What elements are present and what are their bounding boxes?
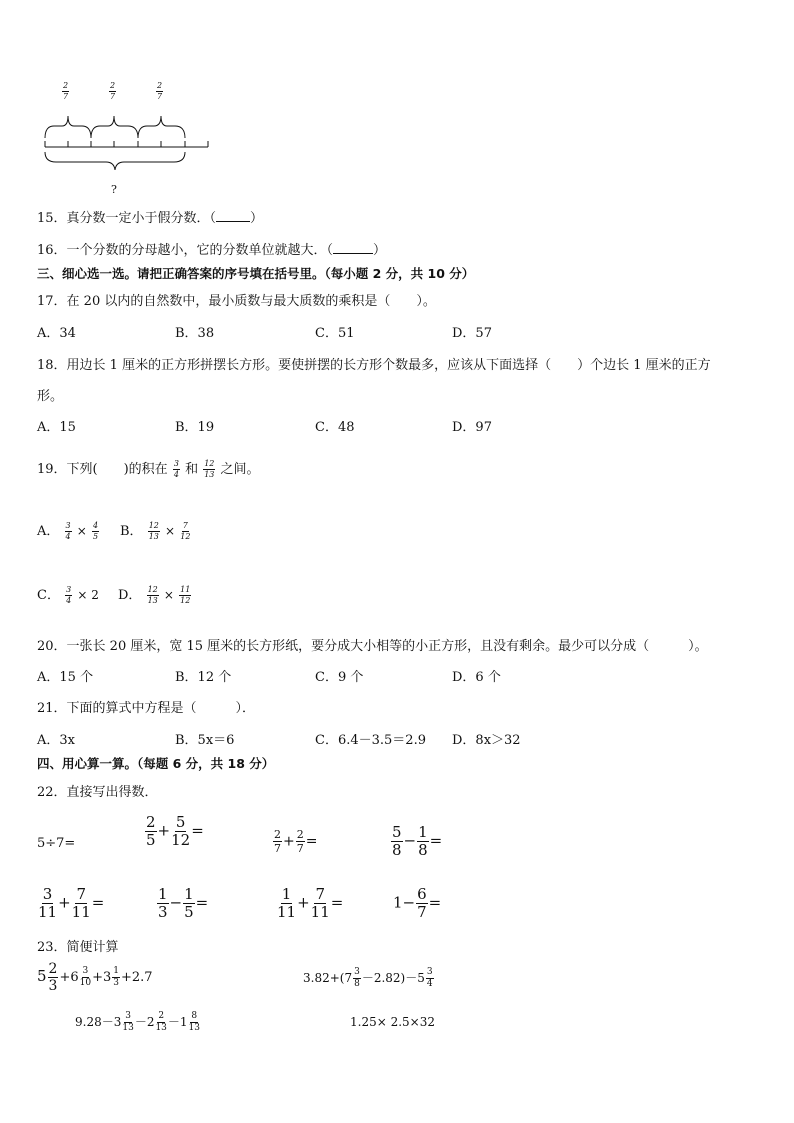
- option-20-a[interactable]: A．15 个: [37, 670, 94, 685]
- question-18-line2: 形。: [37, 389, 64, 404]
- question-18-line1: 18．用边长 1 厘米的正方形拼摆长方形。要使拼摆的长方形个数最多，应该从下面选择（ ）个边长 1 厘米的正方: [37, 358, 711, 373]
- calc-23-1: 5 $\frac{2}{3}$ +6 $\frac{3}{10}$ +3 $\frac{1}{3}$ +2.7: [37, 961, 153, 994]
- option-21-c[interactable]: C．6.4－3.5＝2.9: [315, 733, 426, 748]
- option-21-b[interactable]: B．5x＝6: [175, 733, 235, 748]
- calc-2-7-plus-2-7: $\frac{2}{7}$ + $\frac{2}{7}$ =: [274, 828, 318, 855]
- diagram-question-mark: ?: [111, 183, 117, 196]
- option-17-d[interactable]: D．57: [452, 326, 492, 341]
- option-21-d[interactable]: D．8x＞32: [452, 733, 521, 748]
- option-18-c[interactable]: C．48: [315, 420, 355, 435]
- option-19-b[interactable]: B． $\frac{12}{13}$ × $\frac{7}{12}$: [120, 521, 191, 541]
- option-18-b[interactable]: B．19: [175, 420, 215, 435]
- question-23-title: 23．简便计算: [37, 940, 119, 955]
- option-21-a[interactable]: A．3x: [37, 733, 75, 748]
- diagram-fraction-3: $\frac{2}{7}$: [157, 81, 163, 101]
- question-17: 17．在 20 以内的自然数中，最小质数与最大质数的乘积是（ ）。: [37, 294, 436, 309]
- braces-and-line: [40, 110, 220, 210]
- question-22-title: 22．直接写出得数．: [37, 785, 158, 800]
- question-19: 19．下列( )的积在 $\frac{3}{4}$ 和 $\frac{12}{13}$ 之间。: [37, 459, 260, 479]
- calc-2-5-plus-5-12: $\frac{2}{5}$ + $\frac{5}{12}$ =: [146, 813, 204, 849]
- question-21: 21．下面的算式中方程是（ ）．: [37, 701, 256, 716]
- calc-5-8-minus-1-8: $\frac{5}{8}$ − $\frac{1}{8}$ =: [392, 823, 443, 859]
- question-16: 16．一个分数的分母越小，它的分数单位就越大．（ ）: [37, 243, 387, 258]
- calc-23-3: 9.28－3 $\frac{3}{13}$ －2 $\frac{2}{13}$ －1 $\frac{8}{13}$: [75, 1011, 200, 1033]
- question-20: 20．一张长 20 厘米，宽 15 厘米的长方形纸，要分成大小相等的小正方形，且没有剩余。最少可以分成（ ）。: [37, 639, 708, 654]
- calc-3-11-plus-7-11: $\frac{3}{11}$ + $\frac{7}{11}$ =: [38, 885, 105, 921]
- option-20-d[interactable]: D．6 个: [452, 670, 501, 685]
- option-18-a[interactable]: A．15: [37, 420, 76, 435]
- option-20-b[interactable]: B．12 个: [175, 670, 232, 685]
- calc-1-minus-6-7: 1− $\frac{6}{7}$ =: [393, 885, 442, 921]
- calc-1-3-minus-1-5: $\frac{1}{3}$ − $\frac{1}{5}$ =: [158, 885, 209, 921]
- option-17-c[interactable]: C．51: [315, 326, 355, 341]
- option-17-b[interactable]: B．38: [175, 326, 215, 341]
- section-4-heading: 四、用心算一算。（每题 6 分，共 18 分）: [37, 756, 275, 771]
- option-19-a[interactable]: A． $\frac{3}{4}$ × $\frac{4}{5}$: [37, 521, 99, 541]
- diagram-fraction-1: $\frac{2}{7}$: [63, 81, 69, 101]
- fraction-diagram: [40, 80, 220, 200]
- calc-5-div-7: 5÷7=: [37, 836, 76, 851]
- option-18-d[interactable]: D．97: [452, 420, 492, 435]
- calc-23-2: 3.82+(7 $\frac{3}{8}$ －2.82)－5 $\frac{3}{4}$: [303, 967, 433, 989]
- diagram-fraction-2: $\frac{2}{7}$: [110, 81, 116, 101]
- calc-23-4: 1.25× 2.5×32: [350, 1015, 435, 1029]
- option-19-d[interactable]: D． $\frac{12}{13}$ × $\frac{11}{12}$: [118, 585, 191, 605]
- option-17-a[interactable]: A．34: [37, 326, 76, 341]
- calc-1-11-plus-7-11: $\frac{1}{11}$ + $\frac{7}{11}$ =: [277, 885, 344, 921]
- option-20-c[interactable]: C．9 个: [315, 670, 364, 685]
- answer-blank-15[interactable]: [216, 221, 250, 222]
- question-15: 15．真分数一定小于假分数．（ ）: [37, 211, 264, 226]
- section-3-heading: 三、细心选一选。请把正确答案的序号填在括号里。（每小题 2 分，共 10 分）: [37, 266, 475, 281]
- option-19-c[interactable]: C． $\frac{3}{4}$ × 2: [37, 585, 99, 605]
- answer-blank-16[interactable]: [333, 253, 373, 254]
